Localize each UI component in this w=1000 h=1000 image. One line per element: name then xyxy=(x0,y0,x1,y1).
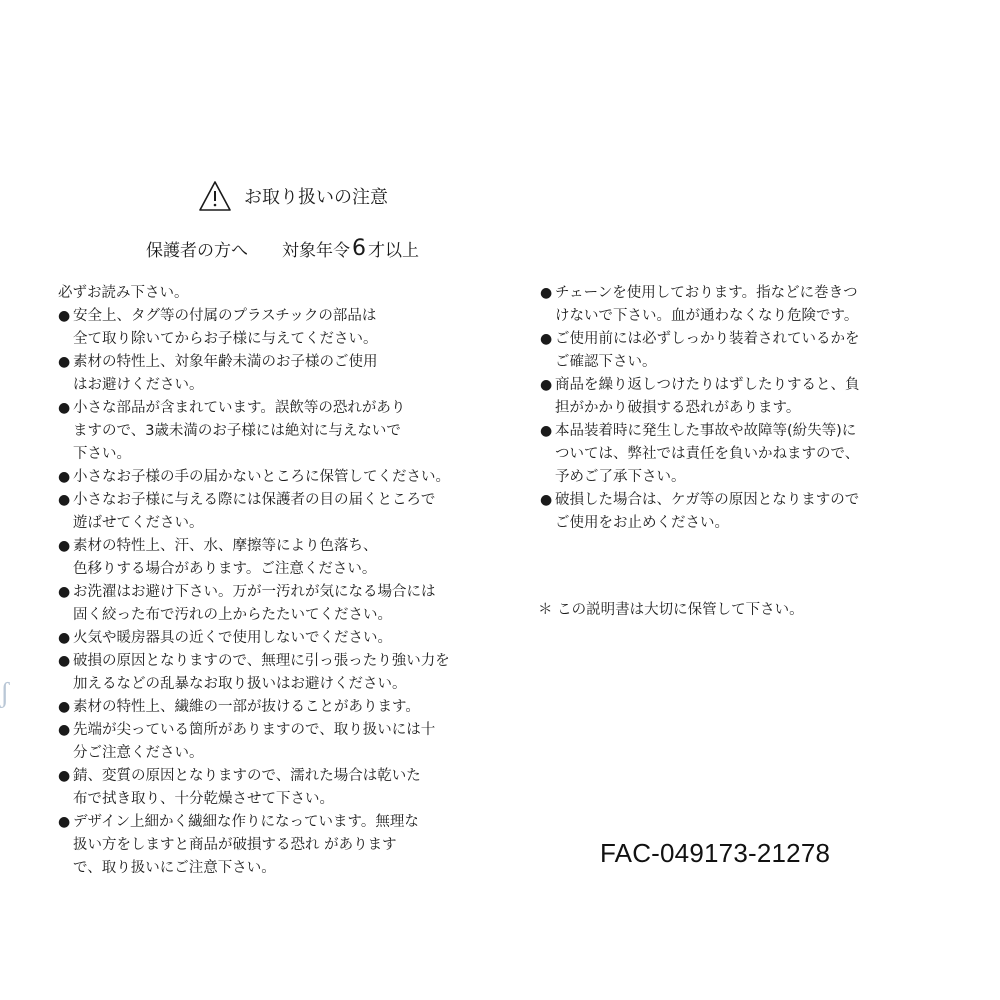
right-precaution-item-line: ご使用前には必ずしっかり装着されているかを xyxy=(555,331,860,347)
bullet-icon: ● xyxy=(58,400,71,416)
right-precaution-item-line: けないで下さい。血が通わなくなり危険です。 xyxy=(555,308,859,324)
right-precaution-item xyxy=(540,282,940,328)
bullet-icon: ● xyxy=(540,423,553,439)
left-precaution-item xyxy=(58,811,498,880)
bullet-icon: ● xyxy=(58,814,71,830)
left-precaution-item-line: 分ご注意ください。 xyxy=(73,745,204,761)
bullet-icon: ● xyxy=(58,584,71,600)
left-precaution-item xyxy=(58,305,498,351)
left-precaution-item-line: ますので、3歳未満のお子様には絶対に与えないで xyxy=(73,423,401,439)
bullet-icon: ● xyxy=(58,354,71,370)
left-precaution-item xyxy=(58,627,498,650)
left-precaution-item-line: 安全上、タグ等の付属のプラスチックの部品は xyxy=(73,308,377,324)
right-precaution-item-line: 破損した場合は、ケガ等の原因となりますので xyxy=(555,492,860,508)
age-number: 6 xyxy=(352,235,366,261)
notice-title: お取り扱いの注意 xyxy=(244,187,388,208)
audience-label: 保護者の方へ xyxy=(146,240,248,261)
bullet-icon: ● xyxy=(58,653,71,669)
left-precaution-item xyxy=(58,650,498,696)
left-precautions-list xyxy=(58,282,498,880)
left-precaution-item xyxy=(58,696,498,719)
left-precaution-item xyxy=(58,581,498,627)
left-precaution-item-line: 固く絞った布で汚れの上からたたいてください。 xyxy=(73,607,392,623)
right-precaution-item xyxy=(540,374,940,420)
warning-triangle-icon xyxy=(198,180,232,212)
right-precaution-item-line: 予めご了承下さい。 xyxy=(555,469,686,485)
left-precaution-item-line: 色移りする場合があります。ご注意ください。 xyxy=(73,561,377,577)
read-notice xyxy=(58,282,498,305)
notice-heading xyxy=(198,176,388,216)
right-precaution-item-line: 本品装着時に発生した事故や故障等(紛失等)に xyxy=(555,423,857,439)
left-precaution-item xyxy=(58,765,498,811)
left-precaution-item-line: 小さなお子様の手の届かないところに保管してください。 xyxy=(73,469,450,485)
right-precautions-list xyxy=(540,282,940,535)
bullet-icon: ● xyxy=(540,377,553,393)
left-precaution-item-line: で、取り扱いにご注意下さい。 xyxy=(73,860,276,876)
left-precaution-item xyxy=(58,397,498,466)
bullet-icon: ● xyxy=(540,492,553,508)
left-precaution-item xyxy=(58,719,498,765)
left-precaution-item-line: 布で拭き取り、十分乾燥させて下さい。 xyxy=(73,791,334,807)
product-code: FAC-049173-21278 xyxy=(600,838,831,868)
left-precaution-item-line: 遊ばせてください。 xyxy=(73,515,204,531)
right-precaution-item-line: ご確認下さい。 xyxy=(555,354,657,370)
age-prefix: 対象年令 xyxy=(282,240,350,261)
left-precaution-item xyxy=(58,351,498,397)
bullet-icon: ● xyxy=(58,308,71,324)
bullet-icon: ● xyxy=(58,538,71,554)
read-notice-text: 必ずお読み下さい。 xyxy=(58,285,189,301)
left-precaution-item-line: 先端が尖っている箇所がありますので、取り扱いには十 xyxy=(73,722,436,738)
audience-line xyxy=(146,232,419,264)
bullet-icon: ● xyxy=(540,285,553,301)
bullet-icon: ● xyxy=(58,699,71,715)
edge-decoration: ʃ xyxy=(0,678,10,709)
left-precaution-item-line: 加えるなどの乱暴なお取り扱いはお避けください。 xyxy=(73,676,407,692)
bullet-icon: ● xyxy=(58,492,71,508)
left-precaution-item-line: 火気や暖房器具の近くで使用しないでください。 xyxy=(73,630,392,646)
bullet-icon: ● xyxy=(58,469,71,485)
left-precaution-item-line: お洗濯はお避け下さい。万が一汚れが気になる場合には xyxy=(73,584,436,600)
left-precaution-item-line: 素材の特性上、繊維の一部が抜けることがあります。 xyxy=(73,699,420,715)
right-precaution-item xyxy=(540,420,940,489)
left-precaution-item xyxy=(58,489,498,535)
left-precaution-item-line: 素材の特性上、対象年齢未満のお子様のご使用 xyxy=(73,354,378,370)
right-precaution-item-line: ついては、弊社では責任を負いかねますので、 xyxy=(555,446,860,462)
right-precaution-item xyxy=(540,489,940,535)
left-precaution-item-line: 錆、変質の原因となりますので、濡れた場合は乾いた xyxy=(73,768,421,784)
left-precaution-item-line: 扱い方をしますと商品が破損する恐れ があります xyxy=(73,837,397,853)
bullet-icon: ● xyxy=(58,768,71,784)
left-precaution-item-line: はお避けください。 xyxy=(73,377,204,393)
left-precaution-item-line: 小さなお子様に与える際には保護者の目の届くところで xyxy=(73,492,436,508)
left-precaution-item-line: 破損の原因となりますので、無理に引っ張ったり強い力を xyxy=(73,653,450,669)
bullet-icon: ● xyxy=(58,722,71,738)
left-precaution-item-line: 素材の特性上、汗、水、摩擦等により色落ち、 xyxy=(73,538,378,554)
left-precaution-item xyxy=(58,535,498,581)
bullet-icon: ● xyxy=(540,331,553,347)
keep-manual-note: ＊ この説明書は大切に保管して下さい。 xyxy=(538,602,804,618)
bullet-icon: ● xyxy=(58,630,71,646)
right-precaution-item-line: 商品を繰り返しつけたりはずしたりすると、負 xyxy=(555,377,860,393)
left-precaution-item-line: デザイン上細かく繊細な作りになっています。無理な xyxy=(73,814,419,830)
age-suffix: 才以上 xyxy=(368,240,419,261)
left-precaution-item-line: 下さい。 xyxy=(73,446,131,462)
right-precaution-item-line: ご使用をお止めください。 xyxy=(555,515,729,531)
left-precaution-item-line: 全て取り除いてからお子様に与えてください。 xyxy=(73,331,378,347)
right-precaution-item-line: チェーンを使用しております。指などに巻きつ xyxy=(555,285,858,301)
left-precaution-item-line: 小さな部品が含まれています。誤飲等の恐れがあり xyxy=(73,400,406,416)
left-precaution-item xyxy=(58,466,498,489)
right-precaution-item-line: 担がかかり破損する恐れがあります。 xyxy=(555,400,801,416)
right-precaution-item xyxy=(540,328,940,374)
